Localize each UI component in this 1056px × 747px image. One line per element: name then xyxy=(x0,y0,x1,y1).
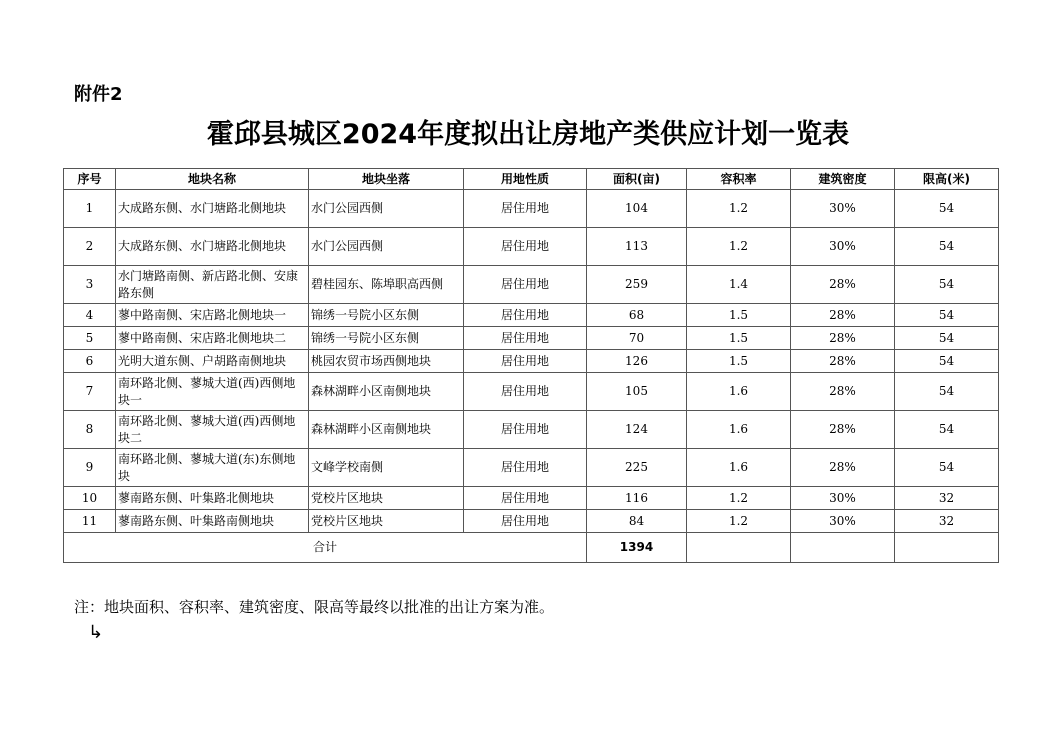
table-row xyxy=(64,510,999,533)
cell-location: 锦绣一号院小区东侧 xyxy=(309,327,464,350)
cell-no: 10 xyxy=(64,487,116,510)
cell-area: 116 xyxy=(587,487,687,510)
cell-no: 5 xyxy=(64,327,116,350)
cell-name: 蓼南路东侧、叶集路北侧地块 xyxy=(116,487,309,510)
header-use: 用地性质 xyxy=(464,169,587,190)
cell-no: 6 xyxy=(64,350,116,373)
cell-no: 11 xyxy=(64,510,116,533)
cell-location: 碧桂园东、陈埠职高西侧 xyxy=(309,266,464,304)
table-row xyxy=(64,373,999,411)
cell-area: 104 xyxy=(587,190,687,228)
cell-density: 28% xyxy=(791,449,895,487)
table-row xyxy=(64,228,999,266)
table-header-row xyxy=(64,169,999,190)
header-height: 限高(米) xyxy=(895,169,999,190)
cell-name: 南环路北侧、蓼城大道(西)西侧地块一 xyxy=(116,373,309,411)
cell-name: 南环路北侧、蓼城大道(东)东侧地块 xyxy=(116,449,309,487)
total-empty-height xyxy=(895,533,999,563)
cell-area: 84 xyxy=(587,510,687,533)
supply-plan-table xyxy=(63,168,999,563)
cell-use: 居住用地 xyxy=(464,350,587,373)
cell-height: 54 xyxy=(895,411,999,449)
cell-area: 105 xyxy=(587,373,687,411)
cell-density: 28% xyxy=(791,373,895,411)
cell-area: 259 xyxy=(587,266,687,304)
total-empty-far xyxy=(687,533,791,563)
cell-far: 1.5 xyxy=(687,327,791,350)
header-area: 面积(亩) xyxy=(587,169,687,190)
cell-density: 30% xyxy=(791,228,895,266)
table-row xyxy=(64,266,999,304)
attachment-label: 附件2 xyxy=(74,84,123,105)
cell-area: 70 xyxy=(587,327,687,350)
cell-use: 居住用地 xyxy=(464,487,587,510)
cell-location: 森林湖畔小区南侧地块 xyxy=(309,373,464,411)
cell-density: 28% xyxy=(791,327,895,350)
cell-far: 1.5 xyxy=(687,304,791,327)
cell-location: 水门公园西侧 xyxy=(309,228,464,266)
cell-location: 森林湖畔小区南侧地块 xyxy=(309,411,464,449)
cell-location: 文峰学校南侧 xyxy=(309,449,464,487)
cell-far: 1.5 xyxy=(687,350,791,373)
document-title: 霍邱县城区2024年度拟出让房地产类供应计划一览表 xyxy=(206,119,850,150)
cell-location: 党校片区地块 xyxy=(309,487,464,510)
cell-name: 光明大道东侧、户胡路南侧地块 xyxy=(116,350,309,373)
cell-name: 大成路东侧、水门塘路北侧地块 xyxy=(116,190,309,228)
header-no: 序号 xyxy=(64,169,116,190)
cell-far: 1.2 xyxy=(687,510,791,533)
cell-density: 28% xyxy=(791,266,895,304)
cell-area: 68 xyxy=(587,304,687,327)
cell-no: 9 xyxy=(64,449,116,487)
total-row xyxy=(64,533,999,563)
paragraph-return-mark: ↳ xyxy=(88,622,104,643)
table-row xyxy=(64,190,999,228)
cell-name: 蓼中路南侧、宋店路北侧地块二 xyxy=(116,327,309,350)
cell-height: 54 xyxy=(895,304,999,327)
cell-height: 54 xyxy=(895,190,999,228)
cell-far: 1.2 xyxy=(687,487,791,510)
total-area: 1394 xyxy=(587,533,687,563)
cell-height: 54 xyxy=(895,228,999,266)
cell-height: 54 xyxy=(895,449,999,487)
total-label: 合计 xyxy=(64,533,587,563)
cell-no: 1 xyxy=(64,190,116,228)
cell-height: 54 xyxy=(895,373,999,411)
cell-use: 居住用地 xyxy=(464,449,587,487)
cell-use: 居住用地 xyxy=(464,304,587,327)
cell-name: 蓼中路南侧、宋店路北侧地块一 xyxy=(116,304,309,327)
cell-height: 54 xyxy=(895,350,999,373)
cell-location: 锦绣一号院小区东侧 xyxy=(309,304,464,327)
cell-area: 126 xyxy=(587,350,687,373)
cell-name: 水门塘路南侧、新店路北侧、安康路东侧 xyxy=(116,266,309,304)
cell-height: 32 xyxy=(895,510,999,533)
cell-use: 居住用地 xyxy=(464,510,587,533)
cell-location: 水门公园西侧 xyxy=(309,190,464,228)
cell-no: 2 xyxy=(64,228,116,266)
cell-density: 30% xyxy=(791,510,895,533)
cell-density: 28% xyxy=(791,411,895,449)
cell-use: 居住用地 xyxy=(464,411,587,449)
cell-name: 南环路北侧、蓼城大道(西)西侧地块二 xyxy=(116,411,309,449)
cell-density: 28% xyxy=(791,304,895,327)
cell-far: 1.6 xyxy=(687,373,791,411)
table-row xyxy=(64,304,999,327)
cell-no: 8 xyxy=(64,411,116,449)
cell-height: 54 xyxy=(895,327,999,350)
cell-area: 113 xyxy=(587,228,687,266)
table-row xyxy=(64,327,999,350)
cell-height: 32 xyxy=(895,487,999,510)
table-row xyxy=(64,487,999,510)
table-row xyxy=(64,350,999,373)
total-empty-density xyxy=(791,533,895,563)
cell-no: 3 xyxy=(64,266,116,304)
cell-far: 1.4 xyxy=(687,266,791,304)
header-far: 容积率 xyxy=(687,169,791,190)
cell-use: 居住用地 xyxy=(464,373,587,411)
cell-density: 30% xyxy=(791,487,895,510)
cell-far: 1.6 xyxy=(687,411,791,449)
cell-far: 1.2 xyxy=(687,228,791,266)
table-row xyxy=(64,411,999,449)
cell-use: 居住用地 xyxy=(464,190,587,228)
cell-use: 居住用地 xyxy=(464,266,587,304)
cell-density: 28% xyxy=(791,350,895,373)
table-row xyxy=(64,449,999,487)
cell-no: 7 xyxy=(64,373,116,411)
header-name: 地块名称 xyxy=(116,169,309,190)
cell-far: 1.2 xyxy=(687,190,791,228)
footnote: 注：地块面积、容积率、建筑密度、限高等最终以批准的出让方案为准。 xyxy=(74,598,555,616)
cell-location: 桃园农贸市场西侧地块 xyxy=(309,350,464,373)
cell-area: 225 xyxy=(587,449,687,487)
header-density: 建筑密度 xyxy=(791,169,895,190)
cell-location: 党校片区地块 xyxy=(309,510,464,533)
cell-use: 居住用地 xyxy=(464,228,587,266)
cell-use: 居住用地 xyxy=(464,327,587,350)
cell-no: 4 xyxy=(64,304,116,327)
cell-name: 大成路东侧、水门塘路北侧地块 xyxy=(116,228,309,266)
cell-area: 124 xyxy=(587,411,687,449)
cell-far: 1.6 xyxy=(687,449,791,487)
cell-density: 30% xyxy=(791,190,895,228)
cell-name: 蓼南路东侧、叶集路南侧地块 xyxy=(116,510,309,533)
cell-height: 54 xyxy=(895,266,999,304)
header-location: 地块坐落 xyxy=(309,169,464,190)
